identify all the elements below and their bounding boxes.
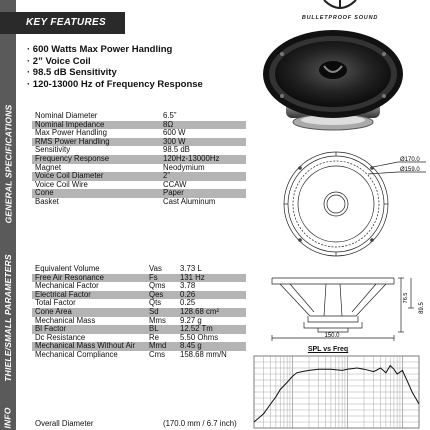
info-table <box>32 420 246 429</box>
table-row: Bl Factor BL 12.52 Tm <box>32 325 246 334</box>
speaker-product-image <box>258 24 408 134</box>
brand-logo <box>290 0 390 24</box>
table-row: Free Air Resonance Fs 131 Hz <box>32 274 246 283</box>
table-row: Mechanical Compliance Cms 158.68 mm/N <box>32 351 246 360</box>
table-row: RMS Power Handling 300 W <box>32 138 246 147</box>
feature-item: · 98.5 dB Sensitivity <box>27 67 117 79</box>
table-row: Nominal Diameter 6.5” <box>32 112 246 121</box>
table-row: Total Factor Qts 0.25 <box>32 299 246 308</box>
feature-item: · 120-13000 Hz of Frequency Response <box>27 78 203 90</box>
table-row: Voice Coil Wire CCAW <box>32 181 246 190</box>
table-row: Nominal Impedance 8Ω <box>32 121 246 130</box>
feature-list <box>27 44 203 90</box>
table-row: Max Power Handling 600 W <box>32 129 246 138</box>
table-row: Overall Diameter (170.0 mm / 6.7 inch) <box>32 420 246 429</box>
feature-item: · 600 Watts Max Power Handling <box>27 44 173 55</box>
table-row: Dc Resistance Re 5.50 Ohms <box>32 334 246 343</box>
dim-inner-diameter: Ø159.0 <box>400 167 420 173</box>
side-view-drawing <box>268 268 430 344</box>
table-row: Electrical Factor Qes 0.26 <box>32 291 246 300</box>
table-row: Equivalent Volume Vas 3.73 L <box>32 265 246 274</box>
table-row: Cone Area Sd 128.68 cm² <box>32 308 246 317</box>
dim-width: 150.0 <box>324 333 340 339</box>
dim-depth: 89.5 <box>419 302 425 314</box>
spl-chart <box>248 346 430 430</box>
table-row: Mechanical Factor Qms 3.78 <box>32 282 246 291</box>
brand-tagline: BULLETPROOF SOUND <box>301 15 379 21</box>
front-view-drawing <box>256 150 430 260</box>
table-row: Voice Coil Diameter 2” <box>32 172 246 181</box>
table-row: Sensitivity 98.5 dB <box>32 146 246 155</box>
table-row: Mechanical Mass Mms 9.27 g <box>32 317 246 326</box>
spl-chart-plot <box>248 354 430 430</box>
table-row: Cone Paper <box>32 189 246 198</box>
sidebar-label-general: GENERAL SPECIFICATIONS <box>3 104 14 224</box>
table-row: Frequency Response 120Hz-13000Hz <box>32 155 246 164</box>
brand-emblem-icon <box>290 0 390 14</box>
feature-item: · 2” Voice Coil <box>27 55 91 67</box>
table-row: Mechanical Mass Without Air Mmd 8.45 g <box>32 342 246 351</box>
sidebar-label-thiele: THIELE/SMALL PARAMETERS <box>3 254 14 382</box>
general-specs-table <box>32 112 246 207</box>
table-row: Magnet Neodymium <box>32 164 246 173</box>
table-row: Basket Cast Aluminum <box>32 198 246 207</box>
section-header-bar <box>0 12 125 34</box>
dim-outer-diameter: Ø170.0 <box>400 157 420 163</box>
dim-offset: 76.5 <box>403 292 409 304</box>
chart-title: SPL vs Freq <box>307 346 349 353</box>
section-header-title: KEY FEATURES <box>26 17 106 28</box>
thiele-small-table <box>32 265 246 360</box>
sidebar-label-info: INFO <box>3 406 14 429</box>
